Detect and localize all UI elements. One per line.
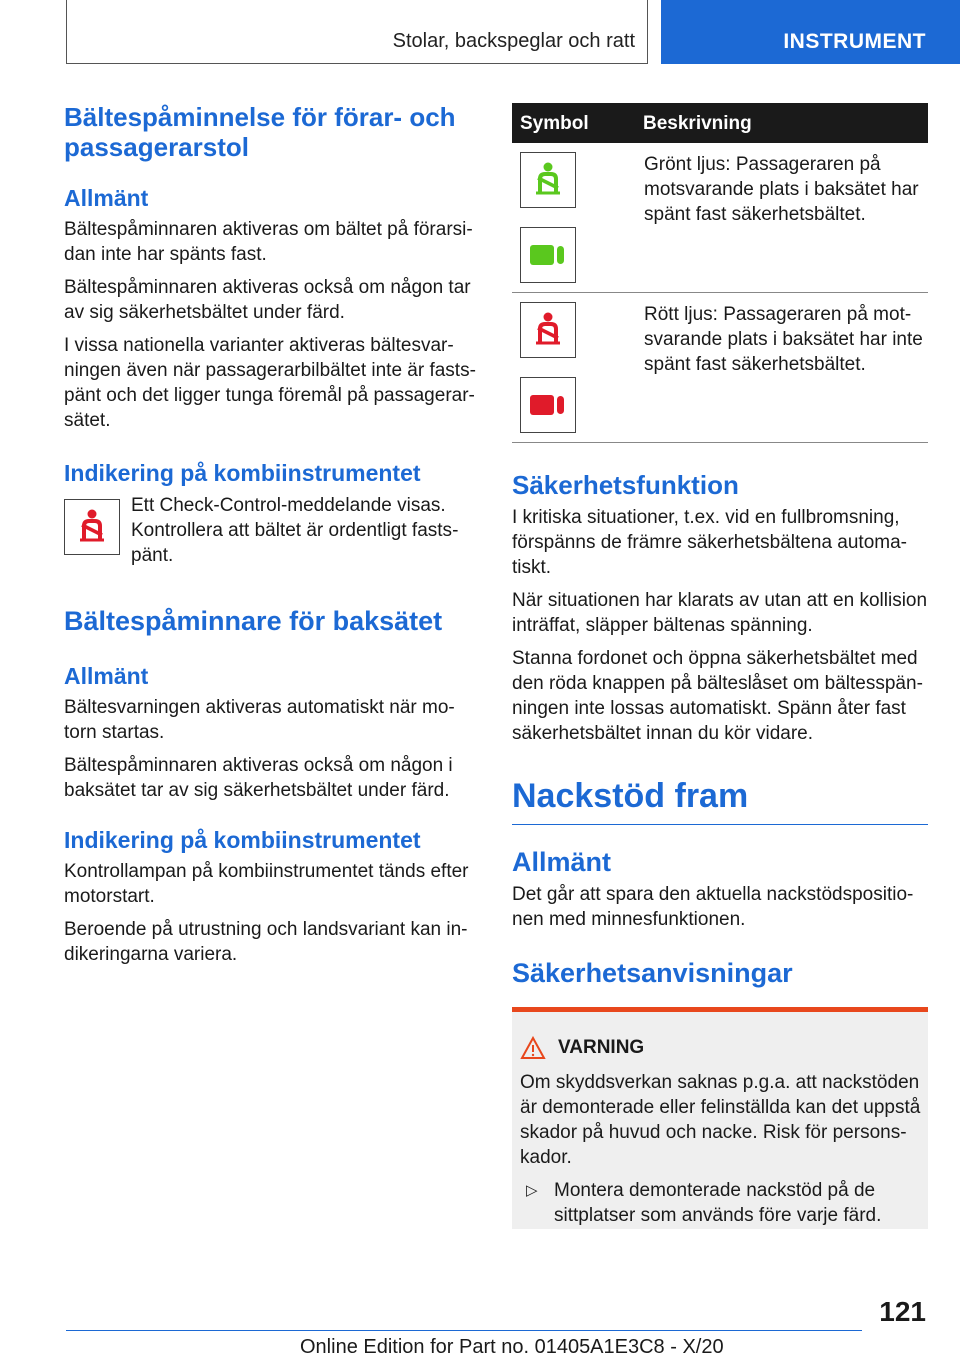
warning-text: Om skyddsverkan saknas p.g.a. att nackstöden är demonterade eller felinställda kan det uppstå skador på huvud och nacke. Risk för personskador. [520, 1072, 921, 1168]
warning-triangle-icon [520, 1036, 546, 1060]
paragraph-10: Stanna fordonet och öppna säkerhetsbältet med den röda knappen på bälteslåset om bältesspänningen inte lossas automatiskt. Spänn åter fast säkerhetsbältet innan du kör vidare. [512, 648, 923, 744]
heading-indicator-2: Indikering på kombiinstrumentet [64, 827, 421, 853]
heading-rear-seat-belt-reminder: Bältespåminnare för baksätet [64, 606, 443, 636]
heading-front-seat-belt-reminder: Bältespåminnelse för förar- och passagerarstol [64, 102, 456, 162]
heading-safety-function: Säkerhetsfunktion [512, 470, 739, 500]
table-header-symbol: Symbol [520, 113, 589, 134]
bullet-marker: ▷ [526, 1182, 538, 1199]
paragraph-8: I kritiska situationer, t.ex. vid en fullbromsning, förspänns de främre säkerhetsbältena automatiskt. [512, 507, 907, 578]
page-number: 121 [879, 1296, 926, 1327]
paragraph-2: Bältespåminnaren aktiveras också om någon tar av sig säkerhetsbältet under färd. [64, 277, 471, 323]
header-section-title: Stolar, backspeglar och ratt [392, 30, 635, 52]
paragraph-11: Det går att spara den aktuella nackstödspositionen med minnesfunktionen. [512, 884, 914, 930]
paragraph-5: Bältespåminnaren aktiveras också om någon i baksätet tar av sig säkerhetsbältet under färd. [64, 755, 453, 801]
warning-label: VARNING [558, 1037, 645, 1058]
warning-header [520, 1036, 644, 1060]
warning-box [512, 1007, 928, 1229]
heading-indicator-1: Indikering på kombiinstrumentet [64, 460, 421, 486]
seatbelt-green-icon [520, 152, 576, 208]
left-column [64, 102, 476, 967]
table-header-description: Beskrivning [643, 113, 752, 134]
paragraph-9: När situationen har klarats av utan att en kollision inträffat, släpper bältenas spänning. [512, 590, 928, 636]
footer-divider [66, 1330, 862, 1331]
header-chapter-title: INSTRUMENT [783, 30, 926, 53]
seat-status-green-icon [520, 227, 576, 283]
header-section-box [66, 0, 648, 64]
paragraph-6: Kontrollampan på kombiinstrumentet tänds efter motorstart. [64, 861, 469, 907]
paragraph-4: Bältesvarningen aktiveras automatiskt när motorn startas. [64, 697, 455, 743]
indicator-text: Ett Check-Control-meddelande visas. Kontrollera att bältet är ordentligt fastspänt. [131, 495, 459, 566]
header-chapter-box [661, 0, 960, 64]
warning-bullet-text: Montera demonterade nackstöd på de sittplatser som används före varje färd. [554, 1180, 882, 1226]
heading-safety-instructions: Säkerhetsanvisningar [512, 958, 793, 988]
table-row-1-description: Grönt ljus: Passageraren på motsvarande plats i baksätet har spänt fast säkerhetsbältet. [644, 154, 919, 225]
table-row [512, 293, 928, 443]
warning-bullet [526, 1178, 922, 1228]
heading-general-3: Allmänt [512, 847, 612, 877]
heading-general-2: Allmänt [64, 663, 149, 689]
paragraph-1: Bältespåminnaren aktiveras om bältet på förarsidan inte har spänts fast. [64, 219, 473, 265]
heading-general-1: Allmänt [64, 185, 149, 211]
seatbelt-red-icon [520, 302, 576, 358]
footer-edition: Online Edition for Part no. 01405A1E3C8 - X/20 [300, 1336, 724, 1358]
seatbelt-warning-icon [64, 499, 120, 555]
table-row-2-description: Rött ljus: Passageraren på motsvarande plats i baksätet har inte spänt fast säkerhetsbältet. [644, 304, 923, 375]
table-header [512, 103, 928, 143]
heading-front-headrest: Nackstöd fram [512, 776, 928, 825]
indicator-row [64, 493, 476, 568]
table-row [512, 143, 928, 293]
seat-status-red-icon [520, 377, 576, 433]
right-column [512, 470, 928, 989]
paragraph-3: I vissa nationella varianter aktiveras bältesvarningen även när passagerarbilbältet inte är fastspänt och det ligger tunga föremål på passagerarsätet. [64, 335, 476, 431]
paragraph-7: Beroende på utrustning och landsvariant kan indikeringarna variera. [64, 919, 468, 965]
